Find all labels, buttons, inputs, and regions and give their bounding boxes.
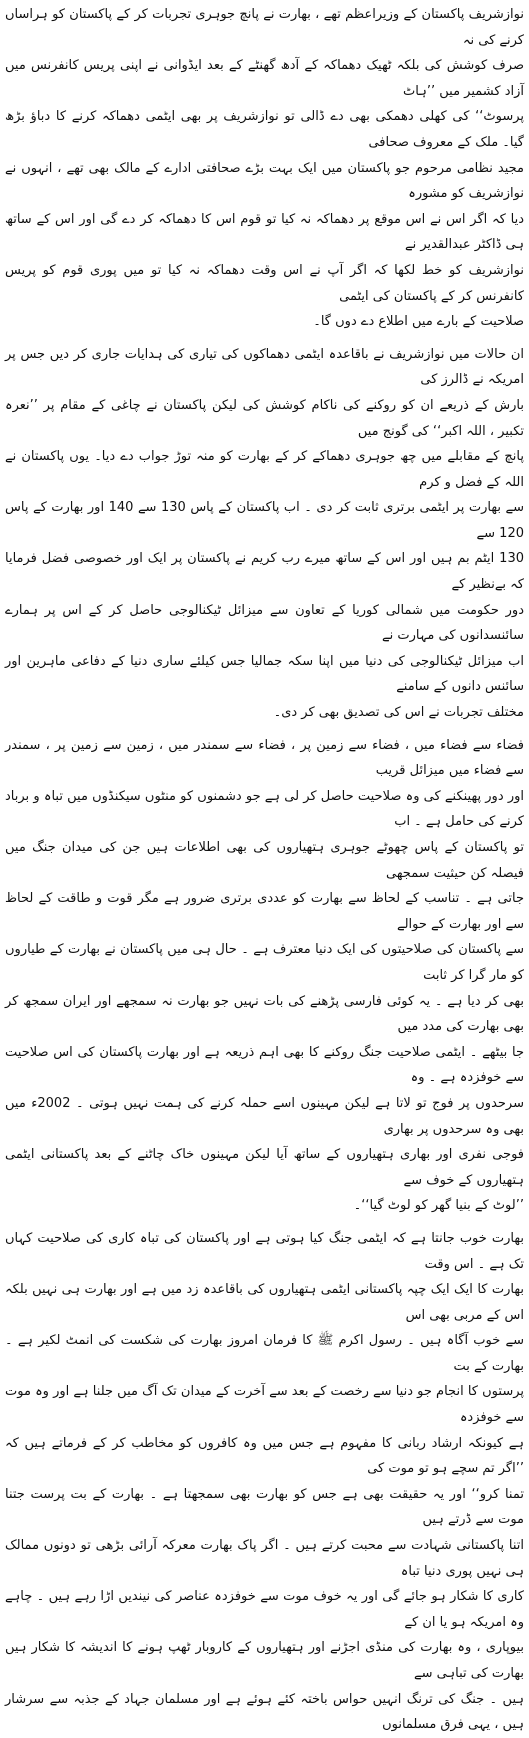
paragraph-1: نوازشریف پاکستان کے وزیراعظم تھے ، بھارت نے پانچ جوہری تجربات کر کے پاکستان کو ہراساں کرنے کی نہ صرف کوشش کی بلکہ ٹھیک دھماکہ کے آدھ گھنٹے کے بعد ایڈوانی نے اپنی پریس کانفرنس میں آزاد کشمیر میں ’’ہاٹ پرسوٹ‘‘ کی کھلی دھمکی بھی دے ڈالی تو نوازشریف پر بھی ایٹمی دھماکہ کرنے کا دباؤ بڑھ گیا۔ ملک کے معروف صحافی مجید نظامی مرحوم جو پاکستان میں ایک بہت بڑے صحافتی ادارے کے مالک بھی تھے ، انہوں نے نوازشریف کو مشورہ دیا کہ اگر اس نے اس موقع پر دھماکہ نہ کیا تو قوم اس کا دھماکہ کر دے گی اور اس کے ساتھ ہی ڈاکٹر عبدالقدیر نے نوازشریف کو خط لکھا کہ اگر آپ نے اس وقت دھماکہ نہ کیا تو میں پوری قوم کو پریس کانفرنس کر کے پاکستان کی ایٹمی صلاحیت کے بارے میں اطلاع دے دوں گا۔ <box>5 7 524 330</box>
paragraph-2: ان حالات میں نوازشریف نے باقاعدہ ایٹمی دھماکوں کی تیاری کی ہدایات جاری کر دیں جس پر امریکہ نے ڈالرز کی بارش کے ذریعے ان کو روکنے کی ناکام کوشش کی لیکن پاکستان نے چاغی کے مقام پر ’’نعرہ تکبیر ، اللہ اکبر‘‘ کی گونج میں پانچ کے مقابلے میں چھ جوہری دھماکے کر کے بھارت کو منہ توڑ جواب دے دیا۔ یوں پاکستان نے اللہ کے فضل و کرم سے بھارت پر ایٹمی برتری ثابت کر دی ۔ اب پاکستان کے پاس 130 سے 140 اور بھارت کے پاس 120 سے 130 ایٹم بم ہیں اور اس کے ساتھ میرے رب کریم نے پاکستان پر ایک اور خصوصی فضل فرمایا کہ بےنظیر کے دور حکومت میں شمالی کوریا کے تعاون سے میزائل ٹیکنالوجی حاصل کر کے اس پر ہمارے سائنسدانوں کی مہارت نے اب میزائل ٹیکنالوجی کی دنیا میں اپنا سکہ جمالیا جس کیلئے ساری دنیا کے دفاعی ماہرین اور سائنس دانوں کے سامنے مختلف تجربات نے اس کی تصدیق بھی کر دی۔ <box>5 346 524 721</box>
paragraph-4: بھارت خوب جانتا ہے کہ ایٹمی جنگ کیا ہوتی ہے اور پاکستان کی تباہ کاری کی صلاحیت کہاں تک ہے ۔ اس وقت بھارت کا ایک ایک چپہ پاکستانی ایٹمی ہتھیاروں کی باقاعدہ زد میں ہے اور بھارت ہی نہیں بلکہ اس کے مربی بھی اس سے خوب آگاہ ہیں ۔ رسول اکرم ﷺ کا فرمان امروز بھارت کی شکست کی انمٹ لکیر ہے ۔ بھارت کے بت پرستوں کا انجام جو دنیا سے رخصت کے بعد سے آخرت کے میدان تک آگ میں جلنا ہے اور وہ موت سے خوفزدہ ہے کیونکہ ارشاد ربانی کا مفہوم ہے جس میں وہ کافروں کو مخاطب کر کے فرماتے ہیں کہ ’’اگر تم سچے ہو تو موت کی تمنا کرو‘‘ اور یہ حقیقت بھی ہے جس کو بھارت بھی سمجھتا ہے ۔ بھارت کے بت پرست جتنا موت سے ڈرتے ہیں اتنا پاکستانی شہادت سے محبت کرتے ہیں ۔ اگر پاک بھارت معرکہ آرائی بڑھی تو دونوں ممالک ہی نہیں پوری دنیا تباہ کاری کا شکار ہو جائے گی اور یہ خوف موت سے خوفزدہ عناصر کی نیندیں اڑا رہے ہیں ۔ چاہے وہ امریکہ ہو یا ان کے بیوپاری ، وہ بھارت کی منڈی اجڑنے اور ہتھیاروں کے کاروبار ٹھپ ہونے کا اندیشہ کا شکار ہیں بھارت کی تباہی سے ہیں ۔ جنگ کی ترنگ انہیں حواس باختہ کئے ہوئے ہے اور مسلمان جہاد کے جذبہ سے سرشار ہیں ، یہی فرق مسلمانوں <box>5 1230 524 1733</box>
paragraph-3: فضاء سے فضاء میں ، فضاء سے زمین پر ، فضاء سے سمندر میں ، زمین سے زمین پر ، سمندر سے فضاء میں میزائل قریب اور دور پھینکنے کی وہ صلاحیت حاصل کر لی ہے جو دشمنوں کو منٹوں سیکنڈوں میں تباہ و برباد کرنے کی حامل ہے ۔ اب تو پاکستان کے پاس چھوٹے جوہری ہتھیاروں کی بھی اطلاعات ہیں جن کی میدان جنگ میں فیصلہ کن حیثیت سمجھی جاتی ہے ۔ تناسب کے لحاظ سے بھارت کو عددی برتری ضرور ہے مگر قوت و طاقت کے لحاظ سے اور بھارت کے حوالے سے پاکستان کی صلاحیتوں کی ایک دنیا معترف ہے ۔ حال ہی میں پاکستان نے بھارت کے طیاروں کو مار گرا کر ثابت بھی کر دیا ہے ۔ یہ کوئی فارسی پڑھنے کی بات نہیں جو بھارت نہ سمجھے اور ایران سمجھ کر بھی بھارت کی مدد میں جا بیٹھے ۔ ایٹمی صلاحیت جنگ روکنے کا بھی اہم ذریعہ ہے اور بھارت پاکستان کی اس صلاحیت سے خوفزدہ ہے ۔ وہ سرحدوں پر فوج تو لاتا ہے لیکن مہینوں اسے حملہ کرنے کی ہمت نہیں ہوتی ۔ 2002ء میں بھی وہ سرحدوں پر بھاری فوجی نفری اور بھاری ہتھیاروں کے ساتھ آیا لیکن مہینوں خاک چاٹنے کے بعد پاکستانی ایٹمی ہتھیاروں کے خوف سے ’’لوٹ کے بنیا گھر کو لوٹ گیا‘‘۔ <box>5 737 524 1214</box>
